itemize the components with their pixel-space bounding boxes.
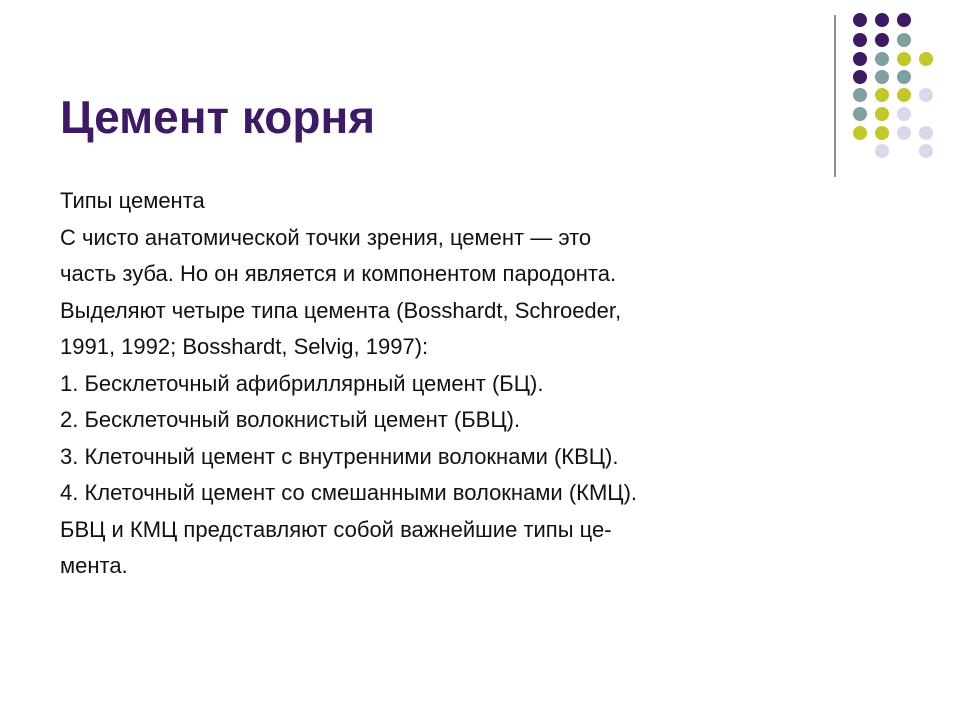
decoration-dot [897, 70, 911, 84]
decoration-dot [875, 126, 889, 140]
body-line: часть зуба. Но он является и компонентом пародонта. [60, 261, 617, 286]
body-line: 1. Бесклеточный афибриллярный цемент (БЦ). [60, 370, 544, 396]
decoration-dot [875, 33, 889, 47]
decoration-dot [875, 13, 889, 27]
slide-body [60, 183, 820, 585]
decoration-dot [875, 88, 889, 102]
body-line: 3. Клеточный цемент с внутренними волокнами (КВЦ). [60, 443, 619, 469]
decoration-dot [919, 126, 933, 140]
vertical-divider [834, 15, 836, 177]
body-line: мента. [60, 553, 128, 578]
slide-title: Цемент корня [60, 91, 376, 143]
decoration-dot [919, 144, 933, 158]
body-line: С чисто анатомической точки зрения, цемент — это [60, 224, 592, 250]
body-line: 1991, 1992; Bosshardt, Selvig, 1997): [60, 334, 429, 359]
decoration-dot [875, 70, 889, 84]
decoration-dot [853, 52, 867, 66]
decoration-dot [875, 52, 889, 66]
decoration-dot [853, 107, 867, 121]
decoration-dot [875, 107, 889, 121]
decoration-dot [897, 33, 911, 47]
body-line: Выделяют четыре типа цемента (Bosshardt, Schroeder, [60, 297, 622, 323]
body-line: 2. Бесклеточный волокнистый цемент (БВЦ). [60, 407, 521, 432]
decoration-dot [853, 33, 867, 47]
decoration-dot [853, 70, 867, 84]
decoration-dot [853, 126, 867, 140]
decoration-dot [897, 126, 911, 140]
decoration-dot [853, 13, 867, 27]
decoration-dot [875, 144, 889, 158]
decoration-dot [897, 88, 911, 102]
body-line: 4. Клеточный цемент со смешанными волокнами (КМЦ). [60, 480, 638, 505]
decoration-dot [897, 52, 911, 66]
body-line: БВЦ и КМЦ представляют собой важнейшие типы це- [60, 516, 612, 542]
decoration-dot [897, 107, 911, 121]
decoration-dot [897, 13, 911, 27]
decoration-dot [919, 88, 933, 102]
body-line: Типы цемента [60, 188, 205, 213]
decoration-dot [853, 88, 867, 102]
decoration-dot [919, 52, 933, 66]
